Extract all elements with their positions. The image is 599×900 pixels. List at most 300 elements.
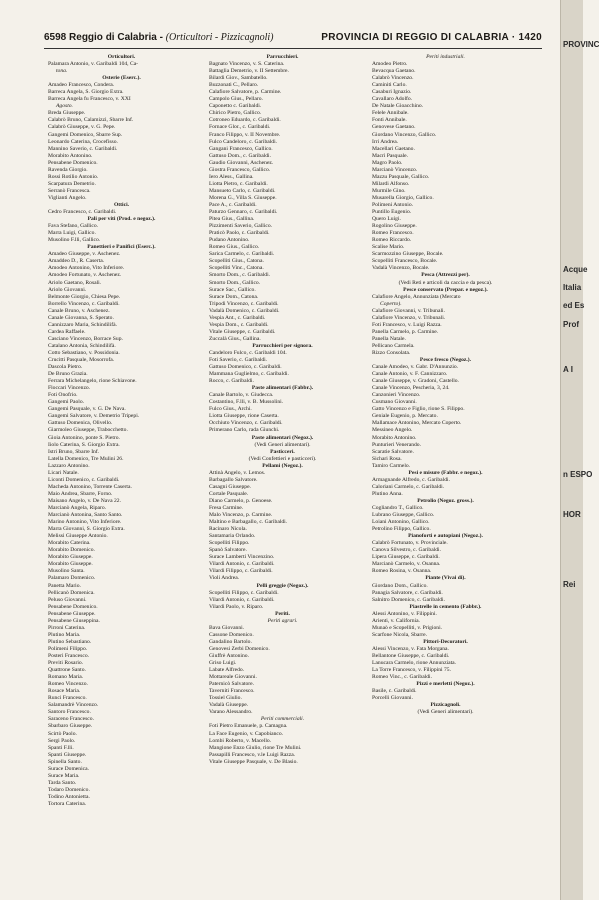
directory-entry: Pizzimenti Saverio, Gallico. bbox=[209, 223, 273, 230]
directory-entry: Gangemi Salvatore, v. Demetrio Tripepi. bbox=[48, 413, 140, 420]
directory-entry: Surace Dom., Catona. bbox=[209, 293, 259, 300]
directory-entry: Genovesi Zerbi Domenico. bbox=[209, 645, 270, 652]
directory-entry: Gatto Vincenzo e Figlio, rione S. Filippo. bbox=[372, 406, 465, 413]
directory-entry: Mazzu Pasquale, Gallico. bbox=[372, 173, 430, 180]
directory-entry: Amadeo Francesco, Condera. bbox=[48, 82, 115, 89]
directory-entry: Macheda Antonino, Torrente Caserta. bbox=[48, 483, 132, 490]
directory-entry: Puntillo Eugenio. bbox=[372, 209, 412, 216]
directory-entry: Pellicanò Domenica. bbox=[48, 589, 95, 596]
directory-entry: Vilardi Antonio, c. Garibaldi. bbox=[209, 596, 275, 603]
directory-entry: Borrello Vincenzo, c. Garibaldi. bbox=[48, 300, 120, 307]
page-number-left: 6598 bbox=[44, 32, 67, 43]
directory-entry: Attinà Angelo, v. Lemos. bbox=[209, 469, 266, 476]
subsection-heading: Periti commerciali. bbox=[260, 716, 305, 723]
directory-entry: Pellicano Carmela. bbox=[372, 342, 415, 349]
directory-entry: Posteri Francesco. bbox=[48, 652, 90, 659]
directory-entry: Chirico Pietro, Gallico. bbox=[209, 110, 262, 117]
directory-entry: Spanò Salvatore. bbox=[209, 547, 247, 554]
directory-entry: Santamaria Orlando. bbox=[209, 533, 256, 540]
subsection-heading: Periti industriali. bbox=[426, 54, 465, 60]
directory-entry: Palamara Antonio, v. Garibaldi 104, Ca- bbox=[48, 61, 139, 68]
directory-entry: Giuffrè Antonino. bbox=[209, 652, 249, 659]
subsection-heading: Periti agrari. bbox=[267, 617, 298, 624]
directory-entry: Tripodi Vincenzo, c. Garibaldi. bbox=[209, 300, 279, 307]
directory-entry: Pace A., c. Garibaldi. bbox=[209, 201, 257, 208]
directory-entry: Rogolino Giuseppe. bbox=[372, 223, 417, 230]
directory-entry: Salnitro Domenico, c. Garibaldi. bbox=[372, 596, 446, 603]
directory-entry: Calafiore Vincenzo, v. Tribunali. bbox=[372, 314, 446, 321]
directory-entry: Gangemi Domenico, Sbarre Sup. bbox=[48, 131, 123, 138]
directory-entry: Alessi Antonino, v. Filippini. bbox=[372, 610, 437, 617]
directory-entry: Panella Natale. bbox=[372, 335, 406, 342]
cross-reference-note: (Vedi Reti e articoli da caccia e da pesca). bbox=[398, 279, 493, 286]
directory-entry: Sichari Rosa. bbox=[372, 455, 402, 462]
directory-entry: Marcianò Angela, Riparo. bbox=[48, 505, 107, 511]
header-separator: · bbox=[511, 32, 516, 43]
directory-entry: Plutino Maria. bbox=[48, 631, 81, 638]
directory-entry: Racinaro Nicola. bbox=[209, 526, 247, 533]
header-left bbox=[44, 30, 274, 46]
directory-entry: Primerano Carlo, rada Giunchi. bbox=[209, 427, 280, 434]
directory-entry: Dascola Pietro. bbox=[48, 364, 83, 371]
section-heading: Parrucchieri per signora. bbox=[252, 342, 313, 349]
section-heading: Periti. bbox=[275, 610, 290, 617]
entry-continuation: tona. bbox=[56, 68, 68, 75]
directory-entry: Basile, c. Garibaldi. bbox=[372, 688, 417, 695]
directory-entry: Todaro Domenico. bbox=[48, 786, 90, 793]
directory-entry: Rosace Maria. bbox=[48, 688, 81, 695]
directory-entry: Surace Lamberti Vincenzino. bbox=[209, 554, 275, 561]
directory-entry: Casciano Vincenzo, Borrace Sup. bbox=[48, 335, 123, 342]
directory-entry: Scarpatura Demetrio. bbox=[48, 180, 96, 187]
directory-entry: Bevacqua Gaetano. bbox=[372, 68, 416, 75]
directory-entry: Fornace Glor., c. Garibaldi. bbox=[209, 124, 271, 131]
directory-entry: Liotta Giuseppe, rione Caserta. bbox=[209, 413, 279, 420]
directory-entry: Vadalà Vincenzo, Bocale. bbox=[372, 265, 430, 272]
directory-entry: Rocco, c. Garibaldi. bbox=[209, 378, 254, 385]
directory-entry: Franco Filippo, v. II Novembre. bbox=[209, 131, 281, 138]
directory-entry: Armagnande Alfredo, c. Garibaldi. bbox=[372, 476, 450, 483]
directory-entry: Calabrò Giuseppe, v. G. Pepe. bbox=[48, 124, 116, 131]
directory-column-3 bbox=[372, 54, 519, 716]
directory-entry: Giordano Dom., Gallico. bbox=[372, 582, 428, 589]
directory-entry: Gattuso Domenica, Olivello. bbox=[48, 420, 113, 427]
cross-reference-note: (Vedi Confettieri e pasticceri). bbox=[248, 455, 317, 462]
directory-entry: Fonti Annibale. bbox=[372, 117, 407, 124]
adjacent-page-fragment: ed Es bbox=[563, 301, 585, 310]
directory-entry: Romeo Riccardo. bbox=[372, 237, 412, 244]
directory-entry: Peluso Giovanni. bbox=[48, 596, 87, 603]
directory-entry: Foti Pietro Emanuele, p. Camagna. bbox=[209, 723, 288, 730]
directory-entry: Polimeni Filippo. bbox=[48, 645, 88, 652]
directory-entry: Fresa Carmine. bbox=[209, 505, 244, 511]
section-heading: Pasticceri. bbox=[270, 448, 295, 455]
directory-entry: Spinella Santo. bbox=[48, 758, 82, 765]
directory-entry: Marra Giovanni, S. Giorgio Extra. bbox=[48, 526, 125, 533]
directory-entry: Messineo Angelo. bbox=[372, 427, 413, 434]
directory-entry: Mallamace Antonino, Mercato Coperto. bbox=[372, 420, 462, 427]
directory-entry: Buzzonati C., Pellaro. bbox=[209, 82, 259, 89]
directory-entry: Porcelli Giovanni. bbox=[372, 695, 414, 702]
directory-entry: Tamiro Carmelo. bbox=[372, 462, 411, 469]
directory-entry: Canale Antonio, v. F. Cannizzaro. bbox=[372, 371, 448, 378]
directory-entry: Murmile Gino. bbox=[372, 187, 406, 194]
directory-entry: Macellari Gaetano. bbox=[372, 145, 415, 152]
directory-entry: Istri Bruno, Sbarre Inf. bbox=[48, 448, 100, 455]
directory-entry: Musarella Giorgio, Gallico. bbox=[372, 194, 434, 201]
directory-entry: Morabito Domenico. bbox=[48, 547, 95, 554]
directory-entry: Mottareale Giovanni. bbox=[209, 674, 257, 681]
directory-entry: Scirtò Paolo. bbox=[48, 730, 77, 737]
directory-entry: Lombi Roberto, v. Macello. bbox=[209, 737, 272, 744]
directory-entry: Felele Annibale. bbox=[372, 110, 409, 117]
directory-entry: Giordano Vincenzo, Gallico. bbox=[372, 131, 437, 138]
section-heading: Orticultori. bbox=[107, 54, 136, 60]
directory-entry: De Bruno Grazia. bbox=[48, 371, 88, 378]
directory-entry: Belmonte Giorgio, Chiesa Pepe. bbox=[48, 293, 121, 300]
directory-entry: Praticò Paolo, c. Garibaldi. bbox=[209, 230, 270, 237]
section-heading: Pittori-Decoratori. bbox=[423, 638, 468, 645]
directory-entry: Costantino, F.lli, v. B. Mussolini. bbox=[209, 399, 284, 406]
directory-entry: Todino Antonietta. bbox=[48, 793, 90, 800]
directory-entry: Rossi Rotilio Antonio. bbox=[48, 173, 99, 180]
directory-entry: Griso Luigi. bbox=[209, 660, 237, 667]
directory-entry: Polimeni Antonio. bbox=[372, 201, 414, 208]
page-header bbox=[44, 30, 542, 49]
directory-entry: Smorto Dom., c. Garibaldi. bbox=[209, 272, 271, 279]
directory-entry: Gattuso Dom., c. Garibaldi. bbox=[209, 152, 271, 159]
directory-entry: Caminiti Carlo. bbox=[372, 82, 407, 89]
directory-entry: Loiani Antonino, Gallico. bbox=[372, 519, 430, 526]
directory-entry: Surace Maria. bbox=[48, 772, 80, 779]
directory-entry: Tossiel Giulio. bbox=[209, 695, 242, 702]
directory-entry: Punturieri Venerando. bbox=[372, 441, 421, 448]
directory-entry: Musolino F.lli, Gallico. bbox=[48, 237, 101, 244]
directory-entry: Smorto Dom., Gallico. bbox=[209, 279, 261, 286]
directory-entry: Amaddeo D., R. Caserta. bbox=[48, 258, 105, 265]
adjacent-page-strip bbox=[560, 0, 599, 900]
section-heading: Panettieri e Panifici (Eserc.). bbox=[87, 244, 156, 251]
directory-entry: Romeo Vinc., c. Garibaldi. bbox=[372, 674, 432, 681]
directory-entry: Lubrano Giuseppe, Gallico. bbox=[372, 512, 435, 519]
directory-entry: Romeo Gius., Gallico. bbox=[209, 244, 260, 251]
directory-entry: Casaburi Ignazio. bbox=[372, 89, 412, 96]
directory-entry: Canale Vincenzo, Pescheria, 3, 24. bbox=[372, 385, 450, 392]
directory-entry: Plutino Sebastiano. bbox=[48, 638, 92, 645]
directory-entry: Morabito Giuseppe. bbox=[48, 554, 93, 561]
section-heading: Pellami (Negoz.). bbox=[262, 462, 303, 469]
directory-entry: Iiolo Caterina, S. Giorgio Extra. bbox=[48, 441, 120, 448]
directory-entry: Calabrò Vincenzo. bbox=[372, 75, 414, 82]
directory-entry: Ferrara Michelangelo, rione Schiavone. bbox=[48, 378, 137, 385]
directory-entry: Occhiuto Vincenzo, c. Garibaldi. bbox=[209, 420, 283, 427]
directory-entry: Morabito Caterina. bbox=[48, 540, 91, 547]
cross-reference-note: (Vedi Generi alimentari). bbox=[254, 441, 311, 448]
directory-entry: Pensabene Giuseppe. bbox=[48, 610, 96, 617]
directory-entry: Canale Amodeo, v. Gabr. D'Annunzio. bbox=[372, 364, 459, 371]
directory-entry: Arienti, v. California. bbox=[372, 617, 420, 624]
section-heading: Paste alimentari (Negoz.). bbox=[251, 434, 314, 441]
adjacent-page-fragment: PROVINC bbox=[563, 40, 599, 49]
directory-entry: Barbagallo Salvatore. bbox=[209, 476, 258, 483]
adjacent-page-fragment: HOR bbox=[563, 510, 581, 519]
adjacent-page-fragment: Prof bbox=[563, 320, 579, 329]
directory-entry: Caponetto c. Garibaldi. bbox=[209, 103, 262, 110]
directory-entry: Leonardo Caterina, Crocefisso. bbox=[48, 138, 118, 145]
directory-entry: Cogliandro T., Gallico. bbox=[372, 505, 424, 511]
directory-entry: Previti Rosario. bbox=[48, 660, 84, 667]
directory-entry: Scopelliti Francesco, Bocale. bbox=[372, 258, 438, 265]
section-heading: Ottici. bbox=[113, 201, 130, 208]
directory-column-1 bbox=[48, 54, 195, 808]
directory-entry: Marcianò Vincenzo. bbox=[372, 166, 418, 173]
directory-entry: Spanti Giuseppe. bbox=[48, 751, 87, 758]
adjacent-page-fragment: A I bbox=[563, 365, 573, 374]
section-heading: Paste alimentari (Fabbr.). bbox=[251, 385, 314, 392]
section-heading: Petrolio (Negoz. gross.). bbox=[417, 497, 474, 504]
cross-reference-note: (Vedi Generi alimentari). bbox=[417, 709, 474, 716]
directory-entry: Cusmano Giovanni. bbox=[372, 399, 417, 406]
directory-entry: Cotto Sebastiano, v. Possidonia. bbox=[48, 349, 120, 356]
directory-entry: Cardea Raffaele. bbox=[48, 328, 86, 335]
directory-entry: Foti Saverio, c. Garibaldi. bbox=[209, 357, 268, 364]
section-heading: Pali per viti (Prod. e negoz.). bbox=[87, 216, 156, 223]
directory-entry: Bellantone Giuseppe, c. Garibaldi. bbox=[372, 652, 450, 659]
directory-entry: Calabrò Bruno, Calamizzi, Sbarre Inf. bbox=[48, 117, 134, 124]
directory-entry: Gattuso Domenico, c. Garibaldi. bbox=[209, 364, 282, 371]
directory-entry: Foti Francesco, v. Luigi Razza. bbox=[372, 321, 442, 328]
directory-entry: Panella Carmelo, p. Carmine. bbox=[372, 328, 439, 335]
directory-entry: La Torre Francesco, v. Filippini 75. bbox=[372, 667, 451, 674]
section-heading: Pesi e misure (Fabbr. e negoz.). bbox=[408, 469, 483, 476]
directory-entry: Panetta Mario. bbox=[48, 582, 81, 589]
directory-entry: Catalano Antonia, Schindilifà. bbox=[48, 342, 116, 349]
directory-entry: Giarmoleo Giuseppe, Trabocchetto. bbox=[48, 427, 128, 434]
category-range: (Orticultori - Pizzicagnoli) bbox=[165, 32, 274, 43]
adjacent-page-fragment: Rei bbox=[563, 580, 576, 589]
section-heading: Piante (Vivai di). bbox=[425, 575, 466, 582]
directory-entry: Surace Sac., Gallico. bbox=[209, 286, 256, 293]
directory-entry: Surace Domenica. bbox=[48, 765, 90, 772]
directory-entry: Marra Luigi, Gallico. bbox=[48, 230, 96, 237]
directory-entry: Geniale Eugenio, p. Mercato. bbox=[372, 413, 438, 420]
directory-entry: Genovese Gaetano. bbox=[372, 124, 416, 131]
directory-entry: Milardi Alfonso. bbox=[372, 180, 410, 187]
directory-entry: Mannino Saverio, c. Garibaldi. bbox=[48, 145, 118, 152]
section-heading: Pesce fresco (Negoz.). bbox=[419, 357, 472, 364]
directory-entry: Musolino Santa. bbox=[48, 568, 85, 575]
directory-entry: Vilardi Paolo, v. Riparo. bbox=[209, 603, 264, 610]
directory-entry: Gangemi Paolo. bbox=[48, 399, 85, 406]
directory-entry: Gioia Antonino, ponte S. Pietro. bbox=[48, 434, 120, 441]
directory-entry: Canale Giuseppe, v. Gradoni, Castello. bbox=[372, 378, 459, 385]
directory-entry: Vilardi Filippo, c. Garibaldi. bbox=[209, 568, 273, 575]
directory-entry: Romeo Rosina, v. Osanna. bbox=[372, 568, 432, 575]
directory-entry: Santoro Francesco. bbox=[48, 709, 91, 716]
section-heading: Piastrelle in cemento (Fabbr.). bbox=[409, 603, 482, 610]
directory-entry: Vespia Ant., c. Garibaldi. bbox=[209, 314, 266, 321]
directory-entry: Amodeo Pietro. bbox=[372, 61, 408, 68]
directory-entry: Runci Francesco. bbox=[48, 695, 87, 702]
directory-entry: Foti Onofrio. bbox=[48, 392, 78, 399]
directory-entry: Breda Giuseppe. bbox=[48, 110, 86, 117]
directory-entry: Vadalà Domenico, c. Garibaldi. bbox=[209, 307, 280, 314]
directory-entry: Liconti Domenico, c. Garibaldi. bbox=[48, 476, 120, 483]
directory-entry: Calafiore Giovanni, v. Tribunali. bbox=[372, 307, 445, 314]
directory-entry: Serranò Francesca. bbox=[48, 187, 91, 194]
directory-entry: Fulco Candeloro, c. Garibaldi. bbox=[209, 138, 278, 145]
directory-entry: Fulco Gius., Archi. bbox=[209, 406, 252, 413]
directory-column-2 bbox=[209, 54, 356, 766]
city-title: Reggio di Calabria - bbox=[69, 32, 163, 43]
directory-entry: Iero Aless., Gallina. bbox=[209, 173, 254, 180]
directory-entry: Marcianò Antonina, Santo Santo. bbox=[48, 512, 123, 519]
directory-entry: Pensabene Domenico. bbox=[48, 159, 98, 166]
directory-entry: Saraceno Francesco. bbox=[48, 716, 94, 723]
entry-continuation: Agosto. bbox=[56, 103, 73, 110]
directory-entry: Canale Giovanna, S. Sperato. bbox=[48, 314, 114, 321]
directory-entry: De Natale Gioacchino. bbox=[372, 103, 424, 110]
directory-entry: Tortora Caterina. bbox=[48, 800, 87, 807]
directory-entry: Amodeo Antonino, Vito Inferiore. bbox=[48, 265, 125, 272]
directory-entry: Gandalino Bartolo. bbox=[209, 638, 252, 645]
directory-entry: Lazzaro Antonino. bbox=[48, 462, 90, 469]
directory-entry: Crucitti Pasquale, Mosorrofa. bbox=[48, 357, 115, 364]
directory-entry: Mangione Enzo Giulio, rione Tre Mulini. bbox=[209, 744, 302, 751]
directory-entry: Cassone Domenico. bbox=[209, 631, 254, 638]
section-heading: Pizzicagnoli. bbox=[430, 702, 461, 709]
directory-entry: Alessi Vincenzo, v. Fata Morgana. bbox=[372, 645, 449, 652]
adjacent-page-fragment: Italia bbox=[563, 283, 582, 292]
directory-entry: Romano Maria. bbox=[48, 674, 84, 681]
header-right bbox=[321, 30, 542, 46]
directory-entry: Scopelliti Gius., Catona. bbox=[209, 258, 264, 265]
section-heading: Pianoforti e autopiani (Negoz.). bbox=[408, 533, 483, 540]
directory-entry: Taverniti Francesco. bbox=[209, 688, 255, 695]
directory-entry: Varano Alessandro. bbox=[209, 709, 253, 716]
directory-entry: Maio Andrea, Sbarre, Forno. bbox=[48, 490, 113, 497]
directory-entry: Cotroneo Eduardo, c. Garibaldi. bbox=[209, 117, 281, 124]
directory-entry: Panagia Salvatore, c. Garibaldi. bbox=[372, 589, 443, 596]
directory-entry: Quero Luigi. bbox=[372, 216, 401, 223]
directory-entry: Bilardi Giov., Sambatello. bbox=[209, 75, 268, 82]
directory-entry: Ariolo Giovanni. bbox=[48, 286, 87, 293]
directory-entry: Sergi Paolo. bbox=[48, 737, 76, 744]
directory-entry: Canale Bartolo, v. Giudecca. bbox=[209, 392, 274, 399]
directory-entry: Marino Antonino, Vito Inferiore. bbox=[48, 519, 122, 526]
adjacent-page-fragment: Acque bbox=[563, 265, 588, 274]
directory-entry: Candeloro Fulco, c. Garibaldi 104. bbox=[209, 349, 287, 356]
directory-entry: Barreca Angela, S. Giorgio Extra. bbox=[48, 89, 124, 96]
directory-entry: Tarda Santo. bbox=[48, 779, 77, 786]
directory-entry: Melissi Giuseppe Antonio. bbox=[48, 533, 108, 540]
directory-entry: Scalise Mario. bbox=[372, 244, 405, 251]
directory-entry: Marcianò Carmelo, v. Osanna. bbox=[372, 561, 441, 568]
directory-entry: Ravenda Giorgio. bbox=[48, 166, 88, 173]
directory-entry: Labate Alfredo. bbox=[209, 667, 245, 674]
directory-entry: Sarica Carmelo, c. Garibaldi. bbox=[209, 251, 275, 258]
directory-entry: Cortale Pasquale. bbox=[209, 490, 249, 497]
section-heading: Pesca (Attrezzi per). bbox=[421, 272, 470, 279]
directory-entry: Gaudio Giovanni, Aschenez. bbox=[209, 159, 274, 166]
section-heading: Pelli greggie (Negoz.). bbox=[256, 582, 309, 589]
directory-entry: Rizzo Consolata. bbox=[372, 349, 411, 356]
directory-entry: Vitale Giuseppe Pasquale, v. De Blasio. bbox=[209, 758, 298, 765]
directory-entry: Amodeo Fortunato, v. Aschenez. bbox=[48, 272, 122, 279]
directory-entry: Magro Paolo. bbox=[372, 159, 403, 166]
directory-entry: Scarfone Nicola, Sbarre. bbox=[372, 631, 427, 638]
directory-entry: Sbarbaro Giuseppe. bbox=[48, 723, 93, 730]
directory-entry: Palamaro Domenico. bbox=[48, 575, 96, 582]
directory-entry: Cedro Francesco, c. Garibaldi. bbox=[48, 209, 117, 216]
directory-entry: Liotta Pietro, c. Garibaldi. bbox=[209, 180, 268, 187]
directory-entry: Morena G., Villa S. Giuseppe. bbox=[209, 194, 277, 201]
directory-entry: Paturzo Gennaro, c. Garibaldi. bbox=[209, 209, 278, 216]
directory-entry: Caloriani Carmelo, c. Garibaldi. bbox=[372, 483, 445, 490]
directory-entry: Vespia Dom., c. Garibaldi. bbox=[209, 321, 269, 328]
directory-entry: Romeo Vincenzo. bbox=[48, 681, 88, 688]
directory-entry: Morabito Giuseppe. bbox=[48, 561, 93, 568]
directory-entry: Canale Bruno, v. Aschenez. bbox=[48, 307, 110, 314]
directory-entry: Violi Andrea. bbox=[209, 575, 240, 582]
directory-entry: Bava Giovanni. bbox=[209, 624, 245, 631]
directory-entry: Maltino e Barbagallo, c. Garibaldi. bbox=[209, 519, 288, 526]
directory-entry: La Face Eugenio, v. Capobianco. bbox=[209, 730, 284, 737]
directory-entry: Macrì Pasquale. bbox=[372, 152, 409, 159]
directory-entry: Diano Carmelo, p. Genoese. bbox=[209, 497, 273, 504]
directory-entry: Scaratie Salvatore. bbox=[372, 448, 414, 455]
directory-entry: Pensabene Domenico. bbox=[48, 603, 98, 610]
directory-entry: Gangani Francesco, Gallico. bbox=[209, 145, 273, 152]
directory-entry: Maisano Angelo, v. De Nava 22. bbox=[48, 497, 121, 504]
section-heading: Pizzi e merletti (Negoz.). bbox=[416, 681, 475, 688]
directory-entry: Petrolino Filippo, Gallico. bbox=[372, 526, 431, 533]
directory-entry: Scopelliti Filippo. bbox=[209, 540, 250, 547]
directory-entry: Latella Domenico, Tre Mulini 26. bbox=[48, 455, 124, 462]
directory-entry: Vilardi Antonio, c. Garibaldi. bbox=[209, 561, 275, 568]
directory-entry: Canzonieri Vincenzo. bbox=[372, 392, 421, 399]
directory-entry: Plutino Anna. bbox=[372, 490, 403, 497]
directory-entry: Quattrone Santo. bbox=[48, 667, 86, 674]
directory-entry: Amadeo Giuseppe, v. Aschenez. bbox=[48, 251, 121, 258]
directory-entry: Munaò e Scopelliti, v. Prigioni. bbox=[372, 624, 443, 631]
directory-entry: Lipera Giuseppe, c. Garibaldi. bbox=[372, 554, 440, 561]
section-heading: Parrucchieri. bbox=[266, 54, 299, 60]
directory-entry: Viglianti Angelo. bbox=[48, 194, 87, 201]
province-title: PROVINCIA DI REGGIO DI CALABRIA bbox=[321, 32, 509, 43]
directory-entry: Salamandrè Vincenzo. bbox=[48, 702, 99, 709]
section-heading: Pesce conservato (Prepar. e negoz.). bbox=[403, 286, 488, 293]
page-number-right: 1420 bbox=[518, 32, 542, 43]
directory-entry: Irri Andrea. bbox=[372, 138, 399, 145]
directory-entry: Cavallaro Adolfo. bbox=[372, 96, 413, 103]
directory-entry: Campolo Gius., Pellaro. bbox=[209, 96, 263, 103]
directory-entry: Bagnato Vincenzo, v. S. Caterina. bbox=[209, 61, 285, 68]
directory-entry: Floccari Vincenzo. bbox=[48, 385, 91, 392]
section-heading: Osterie (Eserc.). bbox=[102, 75, 141, 82]
directory-entry: Malo Vincenzo, p. Carmine. bbox=[209, 512, 273, 519]
directory-entry: Lanucara Carmelo, rione Annunziata. bbox=[372, 660, 457, 667]
directory-entry: Morabito Antonino. bbox=[48, 152, 93, 159]
directory-entry: Mammana Guglielmo, c. Garibaldi. bbox=[209, 371, 289, 378]
directory-entry: Paternicò Salvatore. bbox=[209, 681, 255, 688]
directory-entry: Morabito Antonino. bbox=[372, 434, 417, 441]
directory-entry: Pitea Gius., Gallina. bbox=[209, 216, 255, 223]
entry-continuation: Coperto). bbox=[380, 300, 402, 307]
directory-entry: Mansueto Carlo, c. Garibaldi. bbox=[209, 187, 276, 194]
directory-entry: Barreca Angela fu Francesco, v. XXI bbox=[48, 96, 131, 103]
directory-entry: Scopelliti Vinc., Catona. bbox=[209, 265, 264, 272]
